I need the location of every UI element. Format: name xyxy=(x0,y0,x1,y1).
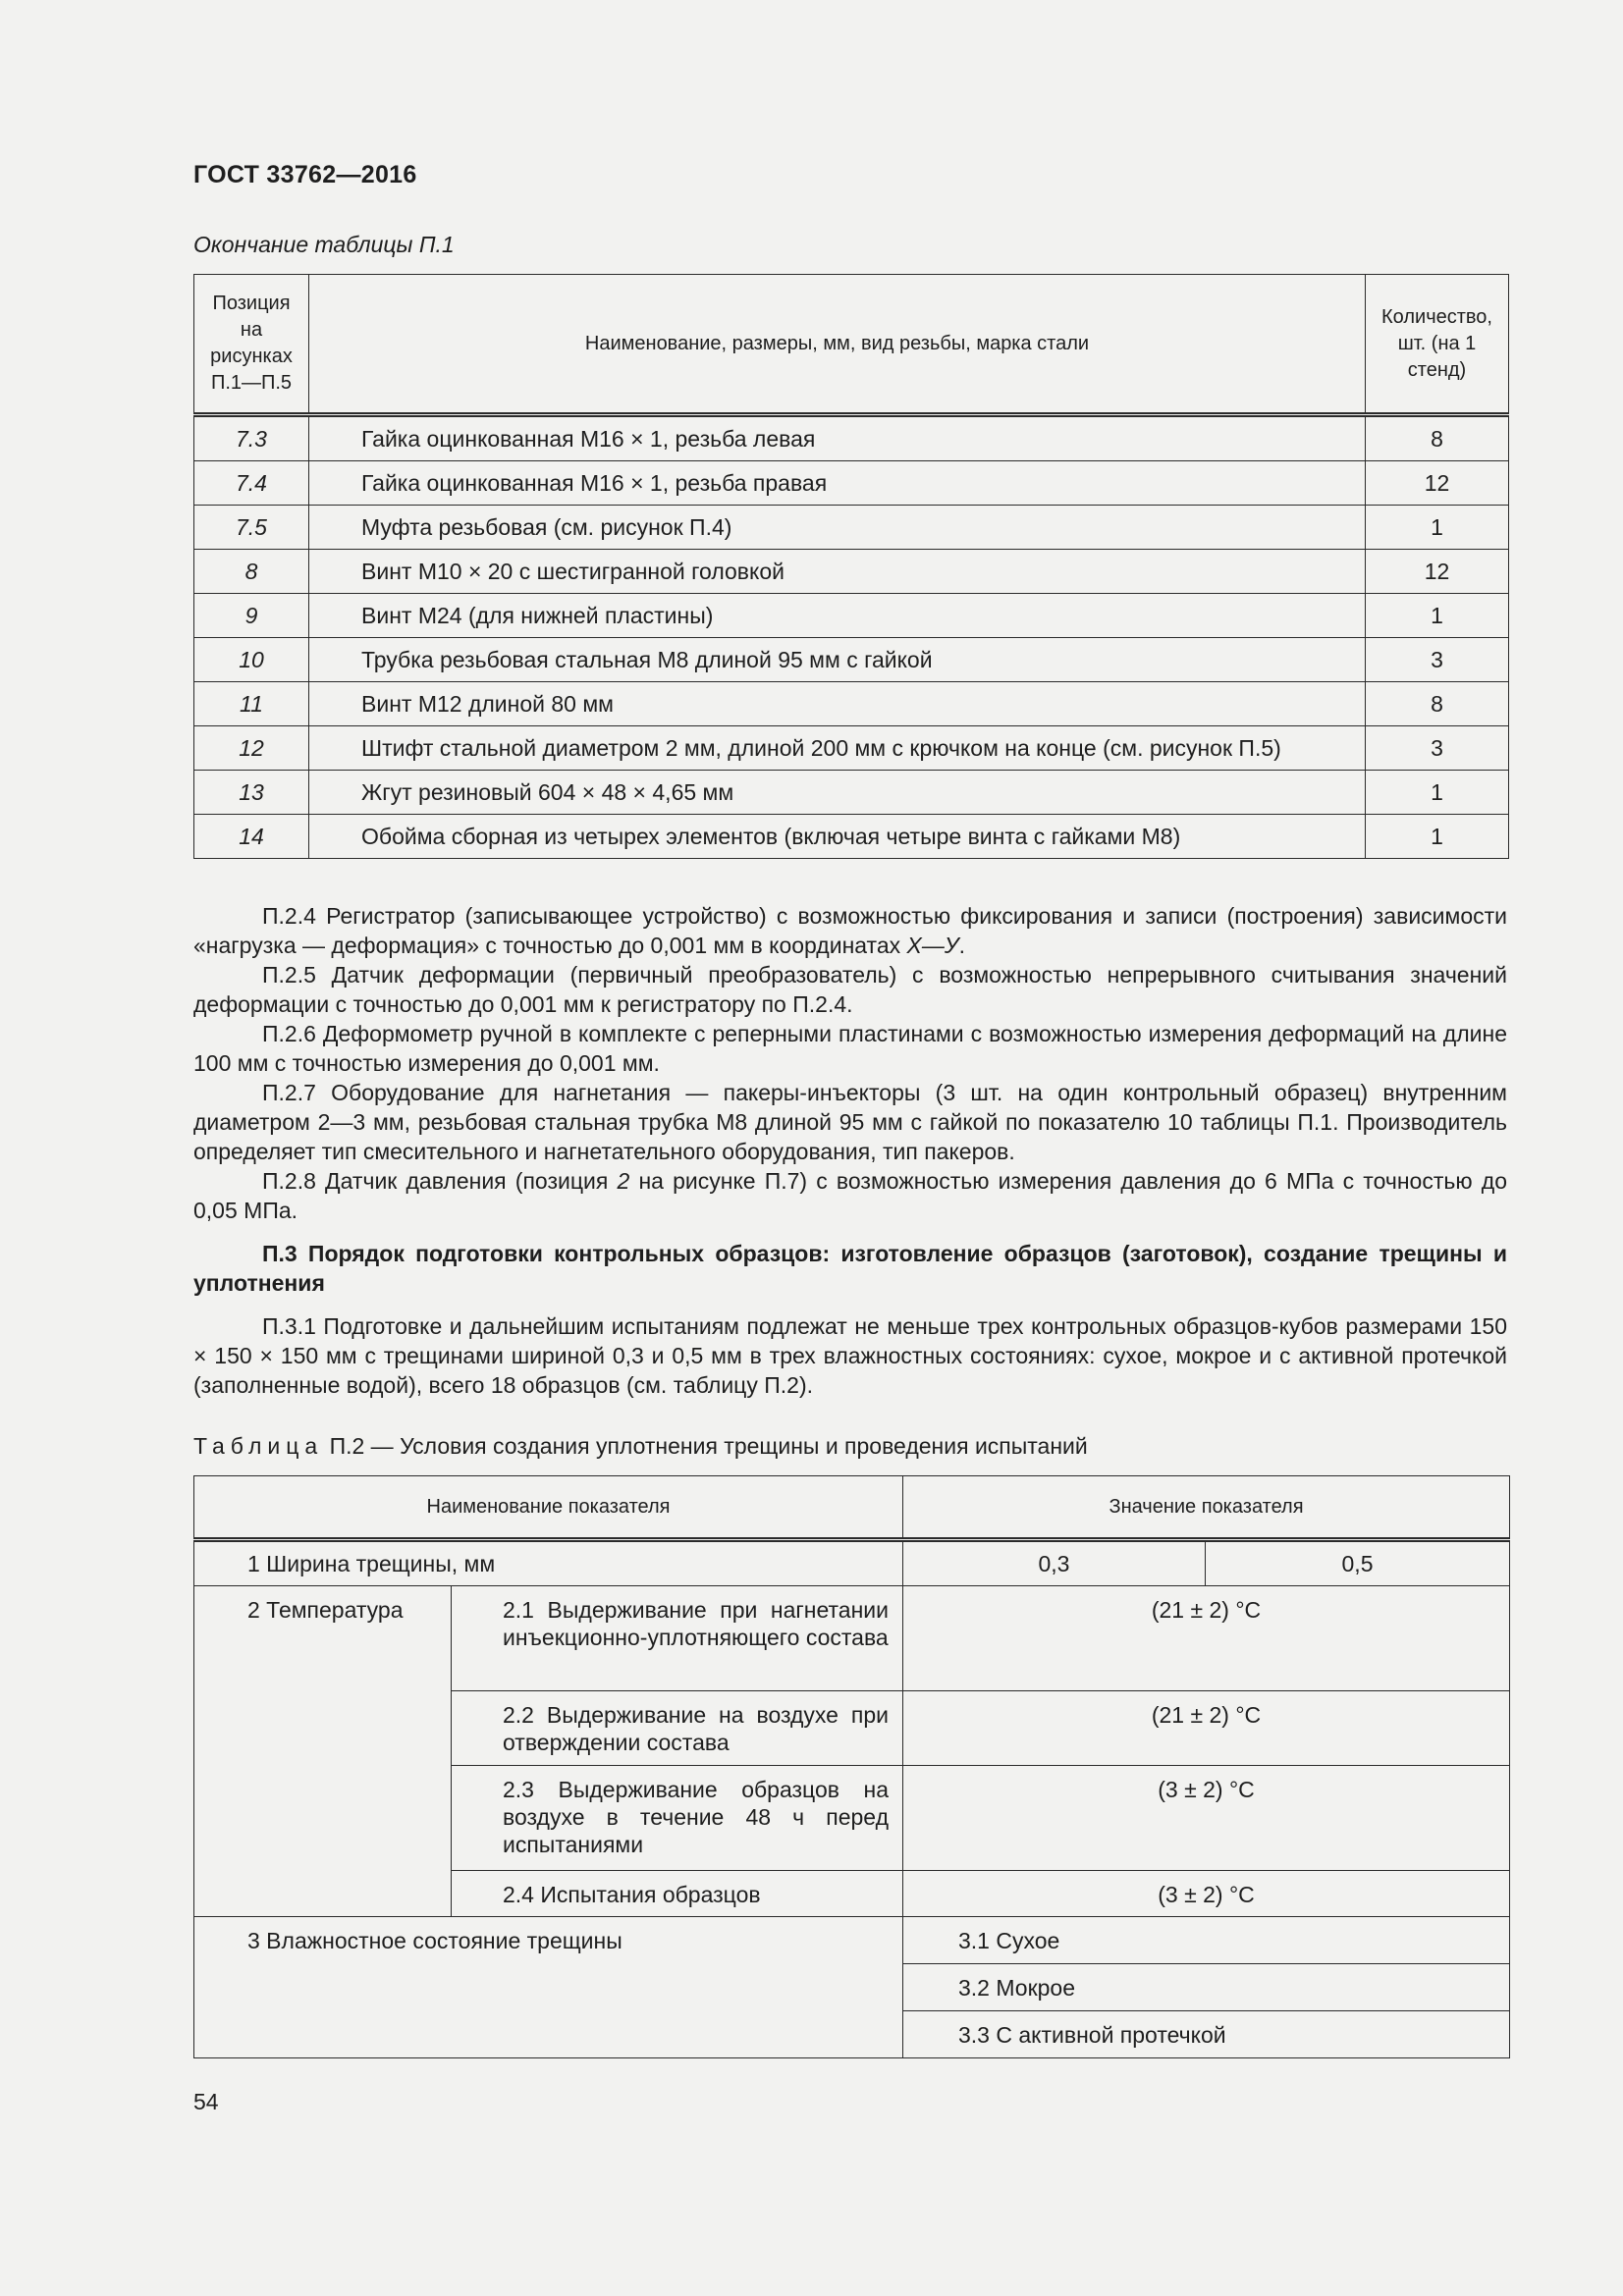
table-p2 xyxy=(193,1475,1510,2058)
row-name: Винт М24 (для нижней пластины) xyxy=(309,594,1366,638)
row-position: 14 xyxy=(194,815,309,859)
table-row xyxy=(194,682,1509,726)
table2-header-indicator: Наименование показателя xyxy=(194,1476,903,1540)
table1-body xyxy=(194,415,1509,859)
table-row xyxy=(194,771,1509,815)
row-quantity: 1 xyxy=(1366,815,1509,859)
row-position: 12 xyxy=(194,726,309,771)
temp-sub-label: 2.4 Испытания образцов xyxy=(452,1871,903,1917)
temp-sub-label: 2.1 Выдерживание при нагнетании инъекционно-уплотняющего состава xyxy=(452,1586,903,1691)
table-row xyxy=(194,550,1509,594)
section-paragraph: П.3.1 Подготовке и дальнейшим испытаниям подлежат не меньше трех контрольных образцов-кубов размерами 150 × 150 × 150 мм с трещинами шириной 0,3 и 0,5 мм в трех влажностных состояниях: сухое, мокрое и с активной протечкой (заполненные водой), всего 18 образцов (см. таблицу П.2). xyxy=(193,1313,1507,1398)
temp-value: (3 ± 2) °С xyxy=(903,1766,1510,1871)
row-quantity: 3 xyxy=(1366,638,1509,682)
width-value-1: 0,3 xyxy=(903,1540,1206,1586)
document-header: ГОСТ 33762—2016 xyxy=(193,161,417,188)
table1-caption: Окончание таблицы П.1 xyxy=(193,232,455,257)
row-quantity: 8 xyxy=(1366,415,1509,461)
table2-caption-word: Таблица xyxy=(193,1433,324,1459)
page-number: 54 xyxy=(193,2089,219,2114)
row-name: Обойма сборная из четырех элементов (включая четыре винта с гайками М8) xyxy=(309,815,1366,859)
table1-header-position: Позиция на рисунках П.1—П.5 xyxy=(194,275,309,415)
temp-value: (21 ± 2) °С xyxy=(903,1691,1510,1766)
row-position: 8 xyxy=(194,550,309,594)
temperature-label: 2 Температура xyxy=(194,1586,452,1917)
table2-row-humidity-1 xyxy=(194,1917,1510,1964)
paragraph xyxy=(193,1078,1507,1166)
humidity-value: 3.1 Сухое xyxy=(903,1917,1510,1964)
table2-header-value: Значение показателя xyxy=(903,1476,1510,1540)
table-row xyxy=(194,815,1509,859)
humidity-label: 3 Влажностное состояние трещины xyxy=(194,1917,903,2058)
table2-row-temp-1 xyxy=(194,1586,1510,1691)
row-name: Муфта резьбовая (см. рисунок П.4) xyxy=(309,506,1366,550)
paragraph-text: П.2.8 Датчик давления (позиция xyxy=(262,1168,618,1194)
table-row xyxy=(194,415,1509,461)
temp-sub-label: 2.3 Выдерживание образцов на воздухе в течение 48 ч перед испытаниями xyxy=(452,1766,903,1871)
paragraph-italic: 2 xyxy=(617,1168,630,1194)
table1-header-quantity: Количество, шт. (на 1 стенд) xyxy=(1366,275,1509,415)
table2-caption-text: П.2 — Условия создания уплотнения трещины и проведения испытаний xyxy=(329,1433,1088,1459)
row-name: Винт М12 длиной 80 мм xyxy=(309,682,1366,726)
row-quantity: 1 xyxy=(1366,594,1509,638)
paragraph xyxy=(193,901,1507,960)
table-row xyxy=(194,638,1509,682)
table-row xyxy=(194,506,1509,550)
row-name: Жгут резиновый 604 × 48 × 4,65 мм xyxy=(309,771,1366,815)
row-quantity: 12 xyxy=(1366,461,1509,506)
temp-value: (3 ± 2) °С xyxy=(903,1871,1510,1917)
row-quantity: 1 xyxy=(1366,506,1509,550)
row-position: 9 xyxy=(194,594,309,638)
row-position: 7.4 xyxy=(194,461,309,506)
humidity-value: 3.3 С активной протечкой xyxy=(903,2011,1510,2058)
table1-header-row xyxy=(194,275,1509,415)
paragraph-italic: Х—У xyxy=(906,933,959,958)
row-position: 10 xyxy=(194,638,309,682)
row-name: Гайка оцинкованная М16 × 1, резьба левая xyxy=(309,415,1366,461)
table-row xyxy=(194,726,1509,771)
table-row xyxy=(194,461,1509,506)
table1-header-name: Наименование, размеры, мм, вид резьбы, марка стали xyxy=(309,275,1366,415)
table-p1 xyxy=(193,274,1509,859)
row-name: Трубка резьбовая стальная М8 длиной 95 мм с гайкой xyxy=(309,638,1366,682)
row-name: Винт М10 × 20 с шестигранной головкой xyxy=(309,550,1366,594)
row-quantity: 1 xyxy=(1366,771,1509,815)
table2-caption xyxy=(193,1433,1088,1460)
section-heading: П.3 Порядок подготовки контрольных образцов: изготовление образцов (заготовок), создание трещины и уплотнения xyxy=(193,1241,1507,1296)
row-name: Штифт стальной диаметром 2 мм, длиной 200 мм с крючком на конце (см. рисунок П.5) xyxy=(309,726,1366,771)
table-row xyxy=(194,594,1509,638)
paragraph-text: П.2.5 Датчик деформации (первичный преобразователь) с возможностью непрерывного считывания значений деформации с точностью до 0,001 мм к регистратору по П.2.4. xyxy=(193,962,1507,1017)
paragraph-text: на рисунке П.7) с возможностью измерения давления до 6 МПа с точностью до 0,05 МПа. xyxy=(193,1168,1507,1223)
temp-value: (21 ± 2) °С xyxy=(903,1586,1510,1691)
row-position: 7.3 xyxy=(194,415,309,461)
paragraph-text: . xyxy=(958,933,965,958)
paragraph xyxy=(193,960,1507,1019)
table2-row-width xyxy=(194,1540,1510,1586)
paragraph xyxy=(193,1166,1507,1225)
table2-header-row xyxy=(194,1476,1510,1540)
row-name: Гайка оцинкованная М16 × 1, резьба правая xyxy=(309,461,1366,506)
paragraph-list xyxy=(193,901,1507,1225)
width-label: 1 Ширина трещины, мм xyxy=(194,1540,903,1586)
paragraph-text: П.2.6 Деформометр ручной в комплекте с реперными пластинами с возможностью измерения деформаций на длине 100 мм с точностью измерения до 0,001 мм. xyxy=(193,1021,1507,1076)
humidity-value: 3.2 Мокрое xyxy=(903,1964,1510,2011)
row-position: 7.5 xyxy=(194,506,309,550)
row-position: 13 xyxy=(194,771,309,815)
paragraph-text: П.2.7 Оборудование для нагнетания — пакеры-инъекторы (3 шт. на один контрольный образец) внутренним диаметром 2—3 мм, резьбовая стальная трубка М8 длиной 95 мм с гайкой по показателю 10 таблицы П.1. Производитель определяет тип смесительного и нагнетательного оборудования, тип пакеров. xyxy=(193,1080,1507,1164)
row-quantity: 3 xyxy=(1366,726,1509,771)
width-value-2: 0,5 xyxy=(1206,1540,1510,1586)
paragraph-text: П.2.4 Регистратор (записывающее устройство) с возможностью фиксирования и записи (построения) зависимости «нагрузка — деформация» с точностью до 0,001 мм в координатах xyxy=(193,903,1507,958)
equipment-paragraphs xyxy=(193,901,1507,1400)
temp-sub-label: 2.2 Выдерживание на воздухе при отверждении состава xyxy=(452,1691,903,1766)
row-quantity: 8 xyxy=(1366,682,1509,726)
row-quantity: 12 xyxy=(1366,550,1509,594)
paragraph xyxy=(193,1019,1507,1078)
row-position: 11 xyxy=(194,682,309,726)
